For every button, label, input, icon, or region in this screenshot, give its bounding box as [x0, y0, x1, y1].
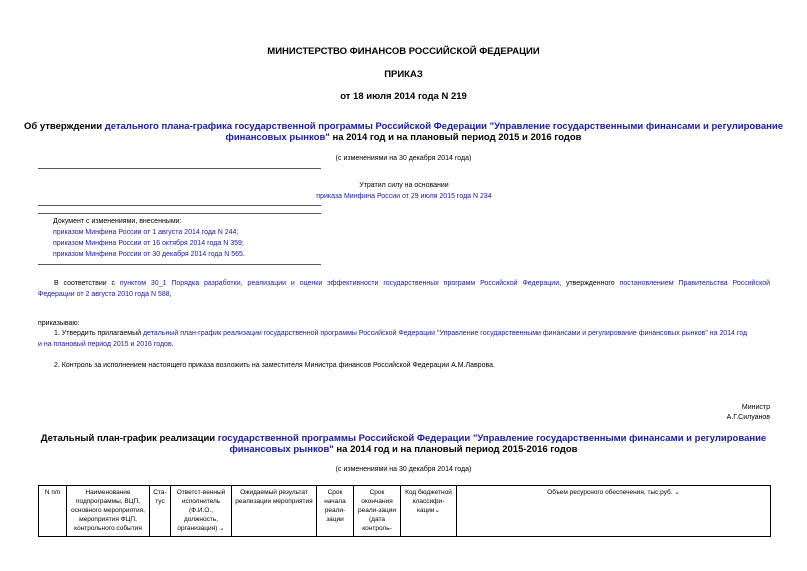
signature-name: А.Г.Силуанов — [726, 414, 770, 421]
preamble — [38, 278, 770, 300]
order-item-2: 2. Контроль за исполнением настоящего приказа возложить на заместителя Министра финансов Российской Федерации А.М.Лаврова. — [54, 362, 495, 369]
preamble-text: В соответствии с — [54, 280, 120, 287]
preamble-text: , утвержденного — [559, 280, 620, 287]
order-item-1 — [38, 328, 770, 350]
divider — [38, 264, 321, 265]
amendment-note: (с изменениями на 30 декабря 2014 года) — [335, 155, 472, 162]
doc-title-suffix: на 2014 год и на плановый период 2015 и 2016 годов — [329, 132, 582, 143]
preamble-link-resolution[interactable]: постановлением Правительства Российской — [619, 280, 771, 287]
table-header-cell: Код бюджетной классифи-кации⌄ — [401, 486, 457, 537]
doc-title — [0, 121, 807, 143]
table-header-cell: N п/п — [39, 486, 67, 537]
plan-title — [0, 433, 807, 455]
amend-doc-link[interactable]: приказом Минфина России от 16 октября 2014 года N 359; — [53, 240, 244, 247]
order-date: от 18 июля 2014 года N 219 — [340, 91, 467, 102]
lost-force-link[interactable]: приказа Минфина России от 29 июля 2015 года N 234 — [316, 193, 492, 200]
plan-title-prefix: Детальный план-график реализации — [40, 433, 218, 444]
item1-text: . — [171, 341, 174, 348]
doc-title-prefix: Об утверждении — [23, 121, 105, 132]
table-header-cell: Наименование подпрограммы, ВЦП, основного мероприятия, мероприятия ФЦП, контрольного события — [67, 486, 150, 537]
preamble-link-procedure[interactable]: пунктом 30_1 Порядка разработки, реализации и оценки эффективности государственных программ Российской Федерации — [119, 280, 560, 287]
plan-table — [38, 485, 771, 537]
table-header-cell: Ожидаемый результат реализации мероприятия — [232, 486, 317, 537]
divider — [38, 168, 321, 169]
amend-docs-label: Документ с изменениями, внесенными: — [53, 218, 182, 225]
plan-amendment-note: (с изменениями на 30 декабря 2014 года) — [335, 466, 472, 473]
table-header-row — [39, 486, 771, 537]
table-header-cell: Срок начала реали-зации — [317, 486, 354, 537]
item1-link[interactable]: детальный план-график реализации государственной программы Российской Федерации "Управление государственными финансами и регулирование финансовых рынков" на 2014 год — [142, 330, 748, 337]
doc-title-link-2[interactable]: финансовых рынков" — [225, 132, 330, 143]
plan-title-suffix: на 2014 год и на плановый период 2015-2016 годов — [333, 444, 578, 455]
plan-title-link-1[interactable]: государственной программы Российской Федерации "Управление государственными финансами и регулирование — [217, 433, 767, 444]
table-header-cell: Ответст-венный исполнитель (Ф.И.О., должность, организация) ⌄ — [171, 486, 232, 537]
ministry-heading: МИНИСТЕРСТВО ФИНАНСОВ РОССИЙСКОЙ ФЕДЕРАЦИИ — [267, 46, 540, 57]
item1-text: 1. Утвердить прилагаемый — [54, 330, 143, 337]
preamble-link-resolution-2[interactable]: Федерации от 2 августа 2010 года N 588 — [38, 291, 170, 298]
item1-link-2[interactable]: и на плановый период 2015 и 2016 годов — [38, 341, 172, 348]
doc-title-link-1[interactable]: детального плана-графика государственной программы Российской Федерации "Управление государственными финансами и регулирование — [104, 121, 784, 132]
preamble-text: , — [169, 291, 172, 298]
table-header-cell: Ста-тус — [150, 486, 171, 537]
divider — [38, 213, 321, 214]
lost-force-label: Утратил силу на основании — [359, 182, 449, 189]
amend-docs — [53, 216, 453, 260]
table-header-cell: Объем ресурсного обеспечения, тыс.руб. ⌄ — [457, 486, 771, 537]
table-header-cell: Срок окончания реали-зации (дата контроль- — [354, 486, 401, 537]
amend-doc-link[interactable]: приказом Минфина России от 30 декабря 2014 года N 565. — [53, 251, 245, 258]
plan-title-link-2[interactable]: финансовых рынков" — [229, 444, 334, 455]
signature-position: Министр — [741, 404, 770, 411]
order-heading: ПРИКАЗ — [384, 69, 423, 80]
divider — [38, 205, 321, 206]
amend-doc-link[interactable]: приказом Минфина России от 1 августа 2014 года N 244; — [53, 229, 239, 236]
order-word: приказываю: — [38, 320, 80, 327]
